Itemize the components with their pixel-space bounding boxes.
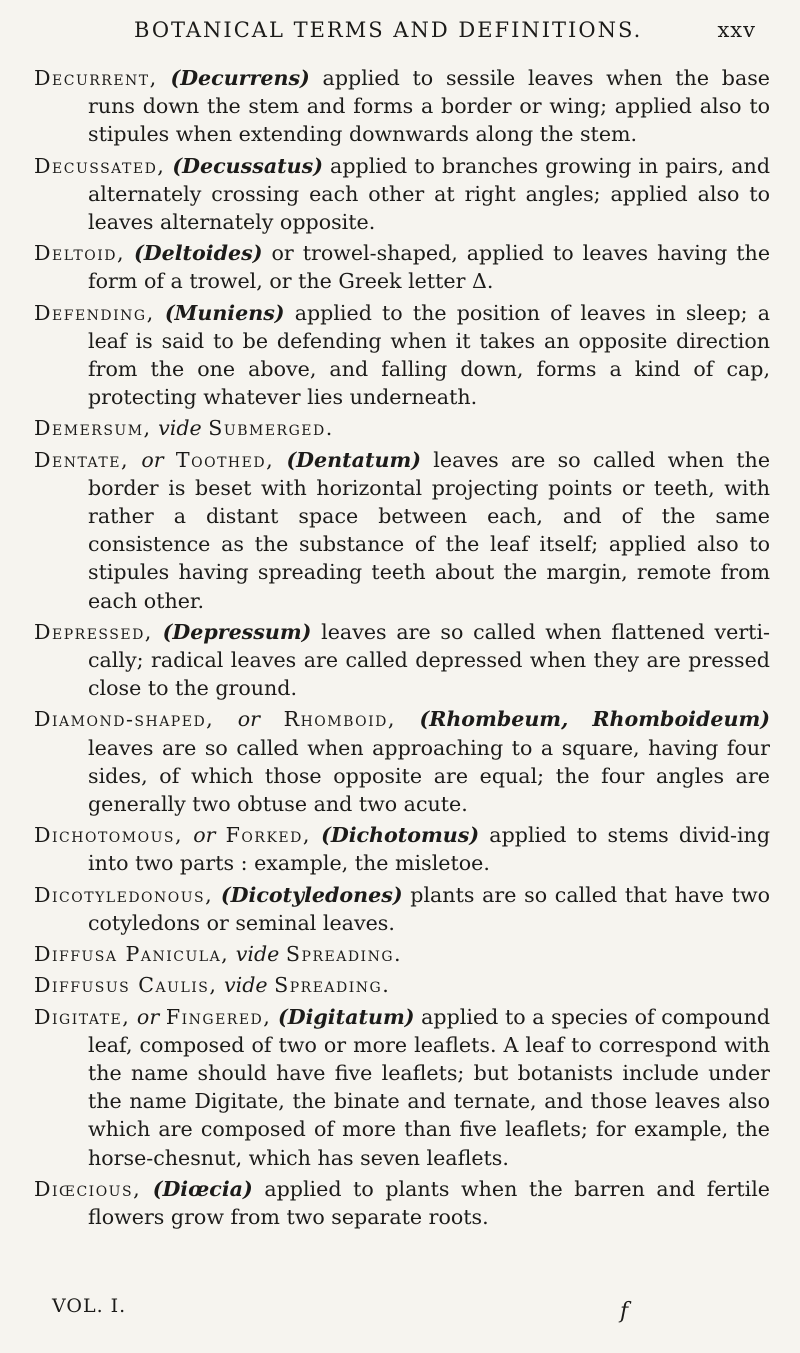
running-header xyxy=(0,18,800,58)
entry-latin: (Decurrens) xyxy=(170,66,310,90)
entry-or: or xyxy=(141,447,164,472)
entry-term: Diamond-shaped, xyxy=(34,707,215,732)
entry-definition: or trowel-shaped, applied to leaves having the form of a trowel, or the Greek letter Δ. xyxy=(88,241,771,294)
entry-definition: leaves are so called when approaching to a square, having four sides, of which those opposite are equal; the four angles are generally two obtuse and two acute. xyxy=(88,735,770,817)
entry-definition: applied to a species of compound leaf, composed of two or more leaflets. A leaf to correspond with the name should have five leaflets; but botanists include under the name Digitate, the binate and ternate, and those leaves also which are composed of more than five leaflets; for example, the horse-chesnut, which has seven leaflets. xyxy=(88,1004,771,1170)
entry-vide: vide xyxy=(223,973,268,998)
entry-latin: (Dicotyledones) xyxy=(220,882,403,907)
entry-definition: applied to stems divid-ing into two parts : example, the misletoe. xyxy=(88,823,771,876)
glossary-entry xyxy=(34,1003,770,1172)
entry-vide: vide xyxy=(235,942,280,967)
glossary-entry xyxy=(34,64,770,149)
glossary-entry xyxy=(34,705,770,818)
glossary-entry xyxy=(34,940,770,968)
glossary-entry xyxy=(34,446,770,615)
entry-definition: applied to branches growing in pairs, and alternately crossing each other at right angles; applied also to leaves alternately opposite. xyxy=(88,153,770,235)
entry-term: Deltoid, xyxy=(34,241,126,266)
glossary-entry xyxy=(34,299,770,412)
entry-latin: (Deltoides) xyxy=(134,241,263,266)
entry-latin: (Dichotomus) xyxy=(321,823,480,848)
entry-term: Decurrent, xyxy=(34,66,158,90)
entry-term: Defending, xyxy=(34,300,155,325)
entry-definition: plants are so called that have two cotyledons or seminal leaves. xyxy=(88,882,770,935)
entry-term: Dichotomous, xyxy=(34,823,184,848)
glossary-entry xyxy=(34,881,770,937)
entry-latin: (Decussatus) xyxy=(172,153,323,178)
glossary-entry xyxy=(34,618,770,703)
glossary-entries xyxy=(34,64,770,1234)
entry-or: or xyxy=(136,1004,160,1029)
entry-latin: (Dentatum) xyxy=(286,447,421,472)
entry-latin: (Depressum) xyxy=(162,619,312,644)
entry-term: Dentate, xyxy=(34,447,130,472)
entry-cross-reference: Submerged. xyxy=(208,416,334,441)
glossary-entry xyxy=(34,414,770,442)
entry-vide: vide xyxy=(158,416,202,441)
entry-term-alt: Toothed, xyxy=(175,447,275,472)
entry-latin: (Digitatum) xyxy=(277,1004,415,1029)
entry-cross-reference: Spreading. xyxy=(285,942,403,967)
entry-term: Demersum, xyxy=(34,416,152,441)
entry-latin: (Rhombeum, Rhomboideum) xyxy=(419,707,771,732)
glossary-entry xyxy=(34,152,770,237)
entry-definition: applied to plants when the barren and fertile flowers grow from two separate roots. xyxy=(88,1176,770,1229)
entry-definition: applied to the position of leaves in sleep; a leaf is said to be defending when it takes an opposite direction from the one above, and falling down, forms a kind of cap, protecting whatever lies underneath. xyxy=(88,300,770,410)
entry-term-alt: Forked, xyxy=(225,823,311,848)
entry-term: Diffusus Caulis, xyxy=(34,973,218,998)
entry-term-alt: Fingered, xyxy=(165,1004,272,1029)
entry-definition: leaves are so called when the border is beset with horizontal projecting points or teeth, with rather a distant space between each, and of the same consistence as the substance of the leaf itself; applied also to stipules having spreading teeth about the margin, remote from each other. xyxy=(88,447,771,613)
volume-label: VOL. I. xyxy=(52,1295,127,1317)
glossary-entry xyxy=(34,971,770,999)
entry-latin: (Diœcia) xyxy=(152,1176,253,1201)
entry-definition: leaves are so called when flattened verti-cally; radical leaves are called depressed when they are pressed close to the ground. xyxy=(88,619,771,701)
signature-mark: f xyxy=(620,1299,629,1324)
entry-term: Dicotyledonous, xyxy=(34,882,214,907)
entry-cross-reference: Spreading. xyxy=(274,973,391,998)
glossary-entry xyxy=(34,821,770,877)
glossary-entry xyxy=(34,239,770,295)
page-footer xyxy=(34,1295,770,1335)
entry-or: or xyxy=(237,707,261,732)
entry-term: Depressed, xyxy=(34,619,153,644)
entry-term: Diœcious, xyxy=(34,1176,142,1201)
entry-or: or xyxy=(193,823,216,848)
page-title: BOTANICAL TERMS AND DEFINITIONS. xyxy=(134,18,643,42)
entry-term-alt: Rhomboid, xyxy=(283,707,396,732)
entry-term: Diffusa Panicula, xyxy=(34,942,230,967)
entry-definition: applied to sessile leaves when the base runs down the stem and forms a border or wing; applied also to stipules when extending downwards along the stem. xyxy=(88,66,770,147)
entry-latin: (Muniens) xyxy=(164,300,285,325)
entry-term: Digitate, xyxy=(34,1004,131,1029)
glossary-entry xyxy=(34,1175,770,1231)
entry-term: Decussated, xyxy=(34,153,166,178)
page-number: xxv xyxy=(717,18,756,42)
